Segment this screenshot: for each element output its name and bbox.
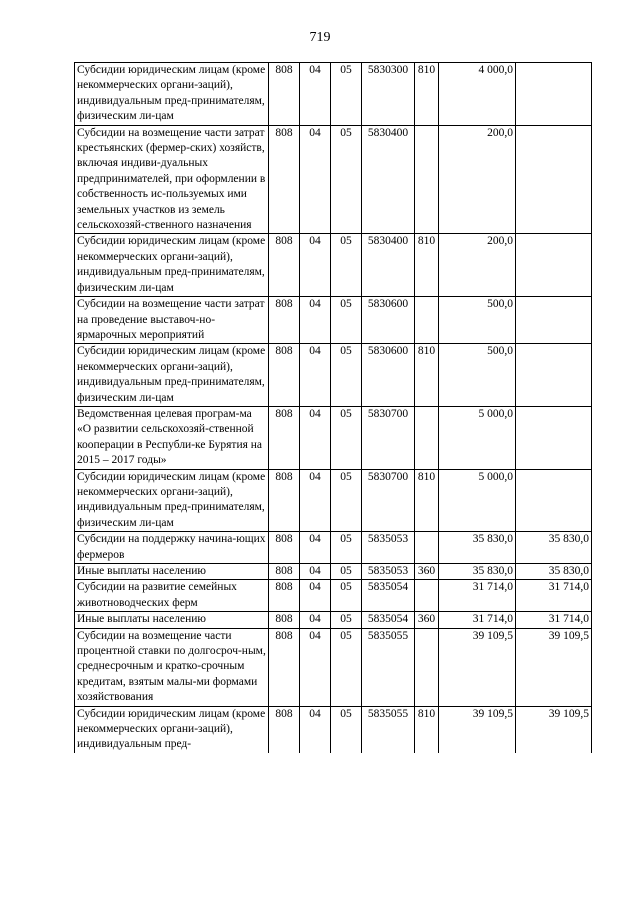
cell-sum2 xyxy=(516,297,592,344)
cell-rz: 04 xyxy=(300,406,331,469)
cell-name: Иные выплаты населению xyxy=(75,612,269,628)
cell-gr: 808 xyxy=(269,580,300,612)
cell-gr: 808 xyxy=(269,297,300,344)
cell-gr: 808 xyxy=(269,532,300,564)
cell-sum2: 35 830,0 xyxy=(516,564,592,580)
cell-cs: 5830700 xyxy=(362,469,415,532)
cell-vr: 360 xyxy=(415,612,439,628)
cell-gr: 808 xyxy=(269,469,300,532)
cell-cs: 5835055 xyxy=(362,706,415,753)
cell-vr: 810 xyxy=(415,469,439,532)
cell-name: Ведомственная целевая програм-ма «О развитии сельскохозяй-ственной кооперации в Республи-ке Бурятия на 2015 – 2017 годы» xyxy=(75,406,269,469)
cell-sum2 xyxy=(516,406,592,469)
cell-sum1: 200,0 xyxy=(439,125,516,234)
cell-name: Субсидии юридическим лицам (кроме некоммерческих органи-заций), индивидуальным пред-принимателям, физическим ли-цам xyxy=(75,63,269,126)
cell-sum1: 500,0 xyxy=(439,297,516,344)
cell-rz: 04 xyxy=(300,344,331,407)
cell-sum1: 5 000,0 xyxy=(439,406,516,469)
cell-sum2: 39 109,5 xyxy=(516,706,592,753)
cell-rz: 04 xyxy=(300,234,331,297)
cell-cs: 5835053 xyxy=(362,532,415,564)
cell-sum2 xyxy=(516,234,592,297)
budget-table xyxy=(74,62,592,753)
cell-name: Субсидии на развитие семейных животноводческих ферм xyxy=(75,580,269,612)
cell-rz: 04 xyxy=(300,63,331,126)
cell-name: Субсидии на возмещение части затрат на проведение выставоч-но-ярмарочных мероприятий xyxy=(75,297,269,344)
cell-gr: 808 xyxy=(269,344,300,407)
cell-pr: 05 xyxy=(331,344,362,407)
cell-vr xyxy=(415,125,439,234)
cell-name: Субсидии юридическим лицам (кроме некоммерческих органи-заций), индивидуальным пред- xyxy=(75,706,269,753)
table-row xyxy=(75,297,592,344)
cell-cs: 5835055 xyxy=(362,628,415,706)
cell-cs: 5835054 xyxy=(362,580,415,612)
cell-cs: 5835053 xyxy=(362,564,415,580)
cell-sum1: 31 714,0 xyxy=(439,580,516,612)
cell-rz: 04 xyxy=(300,612,331,628)
cell-vr xyxy=(415,406,439,469)
cell-name: Субсидии на возмещение части процентной ставки по долгосроч-ным, среднесрочным и кратко-срочным кредитам, взятым малы-ми формами хозяйствования xyxy=(75,628,269,706)
cell-vr xyxy=(415,628,439,706)
cell-sum2 xyxy=(516,63,592,126)
table-row xyxy=(75,532,592,564)
cell-rz: 04 xyxy=(300,564,331,580)
cell-sum1: 39 109,5 xyxy=(439,706,516,753)
cell-name: Субсидии юридическим лицам (кроме некоммерческих органи-заций), индивидуальным пред-принимателям, физическим ли-цам xyxy=(75,344,269,407)
table-row xyxy=(75,406,592,469)
cell-name: Субсидии на возмещение части затрат крестьянских (фермер-ских) хозяйств, включая индиви-дуальных предпринимателей, при оформлении в собственность ис-пользуемых ими земельных участков из земель сельскохозяй-ственного назначения xyxy=(75,125,269,234)
cell-sum1: 35 830,0 xyxy=(439,532,516,564)
cell-cs: 5830400 xyxy=(362,234,415,297)
cell-sum1: 500,0 xyxy=(439,344,516,407)
cell-sum1: 31 714,0 xyxy=(439,612,516,628)
cell-pr: 05 xyxy=(331,125,362,234)
cell-pr: 05 xyxy=(331,234,362,297)
cell-gr: 808 xyxy=(269,564,300,580)
cell-sum2 xyxy=(516,344,592,407)
cell-sum1: 200,0 xyxy=(439,234,516,297)
cell-vr: 810 xyxy=(415,234,439,297)
cell-gr: 808 xyxy=(269,125,300,234)
cell-vr xyxy=(415,532,439,564)
table-row xyxy=(75,469,592,532)
cell-sum1: 5 000,0 xyxy=(439,469,516,532)
cell-vr xyxy=(415,580,439,612)
cell-name: Иные выплаты населению xyxy=(75,564,269,580)
cell-sum2: 35 830,0 xyxy=(516,532,592,564)
cell-cs: 5830700 xyxy=(362,406,415,469)
cell-sum1: 39 109,5 xyxy=(439,628,516,706)
cell-pr: 05 xyxy=(331,612,362,628)
table-row xyxy=(75,234,592,297)
cell-vr: 360 xyxy=(415,564,439,580)
cell-pr: 05 xyxy=(331,580,362,612)
cell-vr xyxy=(415,297,439,344)
cell-rz: 04 xyxy=(300,580,331,612)
cell-sum1: 35 830,0 xyxy=(439,564,516,580)
cell-gr: 808 xyxy=(269,406,300,469)
table-row xyxy=(75,580,592,612)
cell-sum2: 31 714,0 xyxy=(516,612,592,628)
cell-rz: 04 xyxy=(300,532,331,564)
cell-pr: 05 xyxy=(331,469,362,532)
cell-cs: 5830300 xyxy=(362,63,415,126)
cell-vr: 810 xyxy=(415,63,439,126)
cell-vr: 810 xyxy=(415,706,439,753)
cell-gr: 808 xyxy=(269,706,300,753)
cell-sum1: 4 000,0 xyxy=(439,63,516,126)
cell-pr: 05 xyxy=(331,63,362,126)
table-row xyxy=(75,125,592,234)
cell-vr: 810 xyxy=(415,344,439,407)
cell-name: Субсидии на поддержку начина-ющих фермеров xyxy=(75,532,269,564)
table-row xyxy=(75,564,592,580)
cell-cs: 5830400 xyxy=(362,125,415,234)
cell-sum2 xyxy=(516,125,592,234)
table-row xyxy=(75,63,592,126)
cell-name: Субсидии юридическим лицам (кроме некоммерческих органи-заций), индивидуальным пред-принимателям, физическим ли-цам xyxy=(75,234,269,297)
cell-rz: 04 xyxy=(300,125,331,234)
table-row xyxy=(75,344,592,407)
cell-cs: 5835054 xyxy=(362,612,415,628)
page-number: 719 xyxy=(309,30,331,45)
cell-gr: 808 xyxy=(269,628,300,706)
cell-gr: 808 xyxy=(269,234,300,297)
cell-pr: 05 xyxy=(331,297,362,344)
cell-pr: 05 xyxy=(331,406,362,469)
table-body xyxy=(75,63,592,753)
cell-gr: 808 xyxy=(269,63,300,126)
cell-sum2: 39 109,5 xyxy=(516,628,592,706)
cell-sum2 xyxy=(516,469,592,532)
table-row xyxy=(75,706,592,753)
cell-rz: 04 xyxy=(300,628,331,706)
table-row xyxy=(75,628,592,706)
cell-sum2: 31 714,0 xyxy=(516,580,592,612)
cell-gr: 808 xyxy=(269,612,300,628)
cell-pr: 05 xyxy=(331,706,362,753)
table-row xyxy=(75,612,592,628)
cell-name: Субсидии юридическим лицам (кроме некоммерческих органи-заций), индивидуальным пред-принимателям, физическим ли-цам xyxy=(75,469,269,532)
cell-pr: 05 xyxy=(331,564,362,580)
cell-pr: 05 xyxy=(331,628,362,706)
cell-pr: 05 xyxy=(331,532,362,564)
cell-cs: 5830600 xyxy=(362,297,415,344)
cell-rz: 04 xyxy=(300,706,331,753)
cell-cs: 5830600 xyxy=(362,344,415,407)
cell-rz: 04 xyxy=(300,469,331,532)
cell-rz: 04 xyxy=(300,297,331,344)
